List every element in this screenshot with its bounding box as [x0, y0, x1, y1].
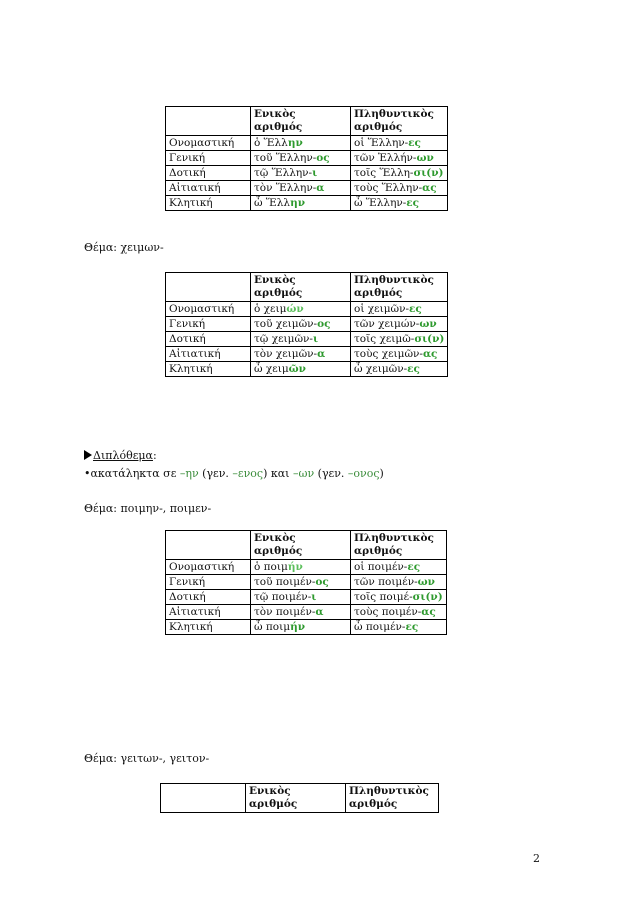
singular-form: ὦ ποιμήν	[251, 620, 351, 635]
header-singular: Ενικὸς αριθμός	[251, 107, 351, 136]
ending: ών	[286, 303, 304, 315]
case-label: Αἰτιατική	[166, 181, 251, 196]
singular-form: τῷ ποιμέν-ι	[251, 590, 351, 605]
ending: ι	[312, 167, 318, 179]
singular-form: τῷ Ἕλλην-ι	[251, 166, 351, 181]
theme-label-cheimon: Θέμα: χειμων-	[84, 241, 164, 254]
table-row	[166, 590, 447, 605]
declension-table-hellen	[165, 106, 448, 211]
table-header-row	[161, 784, 439, 813]
ending: α	[316, 182, 325, 194]
ending: ων	[417, 576, 435, 588]
singular-form: τοῦ ποιμέν-ος	[251, 575, 351, 590]
ending: ες	[406, 197, 420, 209]
table-row	[166, 362, 448, 377]
plural-form: τοὺς χειμῶν-ας	[351, 347, 448, 362]
header-empty-cell	[166, 107, 251, 136]
case-label: Αἰτιατική	[166, 347, 251, 362]
arrow-bullet-icon	[84, 450, 92, 460]
plural-form: οἱ χειμῶν-ες	[351, 302, 448, 317]
plural-form: τοῖς χειμῶ-σι(ν)	[351, 332, 448, 347]
case-label: Δοτική	[166, 332, 251, 347]
plural-form: τοὺς ποιμέν-ας	[351, 605, 447, 620]
case-label: Ονομαστική	[166, 302, 251, 317]
ending: ας	[422, 348, 438, 360]
ending: ες	[407, 561, 421, 573]
header-empty-cell	[166, 531, 251, 560]
case-label: Γενική	[166, 317, 251, 332]
table-header-row	[166, 107, 448, 136]
table-row	[166, 151, 448, 166]
header-singular: Ενικὸς αριθμός	[251, 273, 351, 302]
singular-form: τὸν ποιμέν-α	[251, 605, 351, 620]
section-heading: Διπλόθεμα:	[84, 449, 157, 462]
table-row	[166, 196, 448, 211]
table-row	[166, 317, 448, 332]
case-label: Κλητική	[166, 620, 251, 635]
plural-form: τοῖς ποιμέ-σι(ν)	[351, 590, 447, 605]
plural-form: ὦ ποιμέν-ες	[351, 620, 447, 635]
ending: ος	[315, 576, 329, 588]
ending: ας	[421, 606, 436, 618]
table-row	[166, 347, 448, 362]
case-label: Αἰτιατική	[166, 605, 251, 620]
header-plural: Πληθυντικὸς αριθμός	[351, 273, 448, 302]
ending: ας	[422, 182, 437, 194]
singular-form: ὦ Ἕλλην	[251, 196, 351, 211]
case-label: Γενική	[166, 151, 251, 166]
table-row	[166, 620, 447, 635]
singular-form: τὸν Ἕλλην-α	[251, 181, 351, 196]
header-singular: Ενικὸς αριθμός	[246, 784, 346, 813]
singular-form: τὸν χειμῶν-α	[251, 347, 351, 362]
plural-form: τῶν Ἑλλήν-ων	[351, 151, 448, 166]
case-label: Ονομαστική	[166, 136, 251, 151]
table-row	[166, 575, 447, 590]
case-label: Κλητική	[166, 196, 251, 211]
ending: ος	[317, 318, 331, 330]
plural-form: τῶν χειμών-ων	[351, 317, 448, 332]
plural-form: τοὺς Ἕλλην-ας	[351, 181, 448, 196]
table-row	[166, 136, 448, 151]
table-row	[166, 605, 447, 620]
ending: σι(ν)	[412, 591, 443, 603]
singular-form: ὁ Ἕλλην	[251, 136, 351, 151]
ending: σι(ν)	[414, 333, 445, 345]
table-header-row	[166, 273, 448, 302]
ending: ες	[405, 621, 419, 633]
singular-form: τοῦ Ἕλλην-ος	[251, 151, 351, 166]
page-number: 2	[533, 852, 540, 865]
header-plural: Πληθυντικὸς αριθμός	[346, 784, 439, 813]
case-label: Γενική	[166, 575, 251, 590]
ending: α	[315, 606, 324, 618]
plural-form: οἱ Ἕλλην-ες	[351, 136, 448, 151]
ending: ι	[311, 591, 317, 603]
theme-label-poimen: Θέμα: ποιμην-, ποιμεν-	[84, 502, 212, 515]
plural-form: τῶν ποιμέν-ων	[351, 575, 447, 590]
header-plural: Πληθυντικὸς αριθμός	[351, 107, 448, 136]
ending: ες	[407, 363, 420, 375]
ending: ήν	[287, 561, 303, 573]
table-row	[166, 332, 448, 347]
plural-form: τοῖς Ἕλλη-σι(ν)	[351, 166, 448, 181]
ending: α	[317, 348, 326, 360]
plural-form: οἱ ποιμέν-ες	[351, 560, 447, 575]
ending: ῶν	[288, 363, 306, 375]
table-row	[166, 181, 448, 196]
plural-form: ὦ χειμῶν-ες	[351, 362, 448, 377]
table-header-row	[166, 531, 447, 560]
header-empty-cell	[161, 784, 246, 813]
table-row	[166, 302, 448, 317]
ending: ι	[312, 333, 319, 345]
section-title: Διπλόθεμα	[93, 449, 153, 462]
singular-form: ὁ ποιμήν	[251, 560, 351, 575]
singular-form: ὦ χειμῶν	[251, 362, 351, 377]
singular-form: τῷ χειμῶν-ι	[251, 332, 351, 347]
ending: σι(ν)	[413, 167, 444, 179]
ending: ες	[409, 303, 422, 315]
declension-table-cheimon	[165, 272, 448, 377]
declension-table-geiton	[160, 783, 439, 813]
ending: ων	[419, 318, 437, 330]
ending: ήν	[290, 621, 305, 633]
case-label: Δοτική	[166, 166, 251, 181]
case-label: Δοτική	[166, 590, 251, 605]
ending: ων	[416, 152, 434, 164]
theme-label-geiton: Θέμα: γειτων-, γειτον-	[84, 752, 210, 765]
ending: ες	[408, 137, 421, 149]
plural-form: ὦ Ἕλλην-ες	[351, 196, 448, 211]
ending: ην	[290, 197, 305, 209]
singular-form: ὁ χειμών	[251, 302, 351, 317]
ending: ος	[316, 152, 330, 164]
ending: ην	[287, 137, 303, 149]
singular-form: τοῦ χειμῶν-ος	[251, 317, 351, 332]
case-label: Κλητική	[166, 362, 251, 377]
header-singular: Ενικὸς αριθμός	[251, 531, 351, 560]
section-bullet: •ακατάληκτα σε –ην (γεν. –ενος) και –ων (γεν. –ονος)	[84, 467, 384, 480]
declension-table-poimen	[165, 530, 447, 635]
table-row	[166, 560, 447, 575]
header-plural: Πληθυντικὸς αριθμός	[351, 531, 447, 560]
case-label: Ονομαστική	[166, 560, 251, 575]
header-empty-cell	[166, 273, 251, 302]
table-row	[166, 166, 448, 181]
